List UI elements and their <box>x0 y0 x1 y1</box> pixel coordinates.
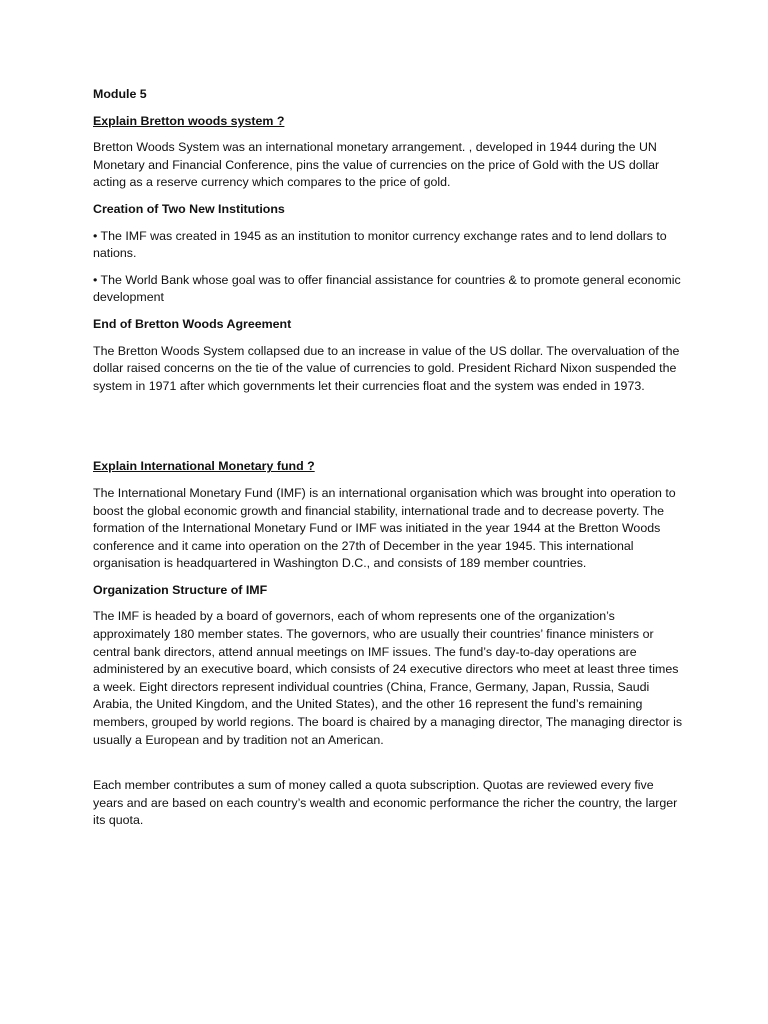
q1-sub1-heading: Creation of Two New Institutions <box>93 201 285 216</box>
q1-sub2-heading: End of Bretton Woods Agreement <box>93 316 292 331</box>
module-title: Module 5 <box>93 87 147 101</box>
q2-heading: Explain International Monetary fund ? <box>93 459 315 474</box>
q2-quota-text: Each member contributes a sum of money called a quota subscription. Quotas are reviewed every five years and are based on each country’s wealth and economic performance the richer the country, the larger its quota. <box>93 778 678 828</box>
q2-structure-text: The IMF is headed by a board of governors, each of whom represents one of the organization’s approximately 180 member states. The governors, who are usually their countries’ finance ministers or central bank directors, attend annual meetings on IMF issues. The fund’s day-to-day operations are administered by an executive board, which consists of 24 executive directors who meet at least three times a week. Eight directors represent individual countries (China, France, Germany, Japan, Russia, Saudi Arabia, the United Kingdom, and the United States), and the other 16 represent the fund’s remaining members, grouped by world regions. The board is chaired by a managing director, The managing director is usually a European and by tradition not an American. <box>93 609 683 747</box>
q2-intro: The International Monetary Fund (IMF) is an international organisation which was brought into operation to boost the global economic growth and financial stability, international trade and to decrease poverty. The formation of the International Monetary Fund or IMF was initiated in the year 1944 at the Bretton Woods conference and it came into operation on the 27th of December in the year 1945. This international organisation is headquartered in Washington D.C., and consists of 189 member countries. <box>93 485 676 571</box>
q1-bullet-1: • The IMF was created in 1945 as an institution to monitor currency exchange rates and to lend dollars to nations. <box>93 228 667 261</box>
q1-end-text: The Bretton Woods System collapsed due to an increase in value of the US dollar. The overvaluation of the dollar raised concerns on the tie of the value of currencies to gold. President Richard Nixon suspended the system in 1971 after which governments let their currencies float and the system was ended in 1973. <box>93 343 680 393</box>
document-page <box>93 86 683 830</box>
q1-intro: Bretton Woods System was an international monetary arrangement. , developed in 1944 during the UN Monetary and Financial Conference, pins the value of currencies on the price of Gold with the US dollar acting as a reserve currency which compares to the price of gold. <box>93 140 660 190</box>
q1-heading: Explain Bretton woods system ? <box>93 113 285 128</box>
q1-bullet-2: • The World Bank whose goal was to offer financial assistance for countries & to promote general economic development <box>93 272 681 305</box>
q2-sub-heading: Organization Structure of IMF <box>93 582 268 597</box>
